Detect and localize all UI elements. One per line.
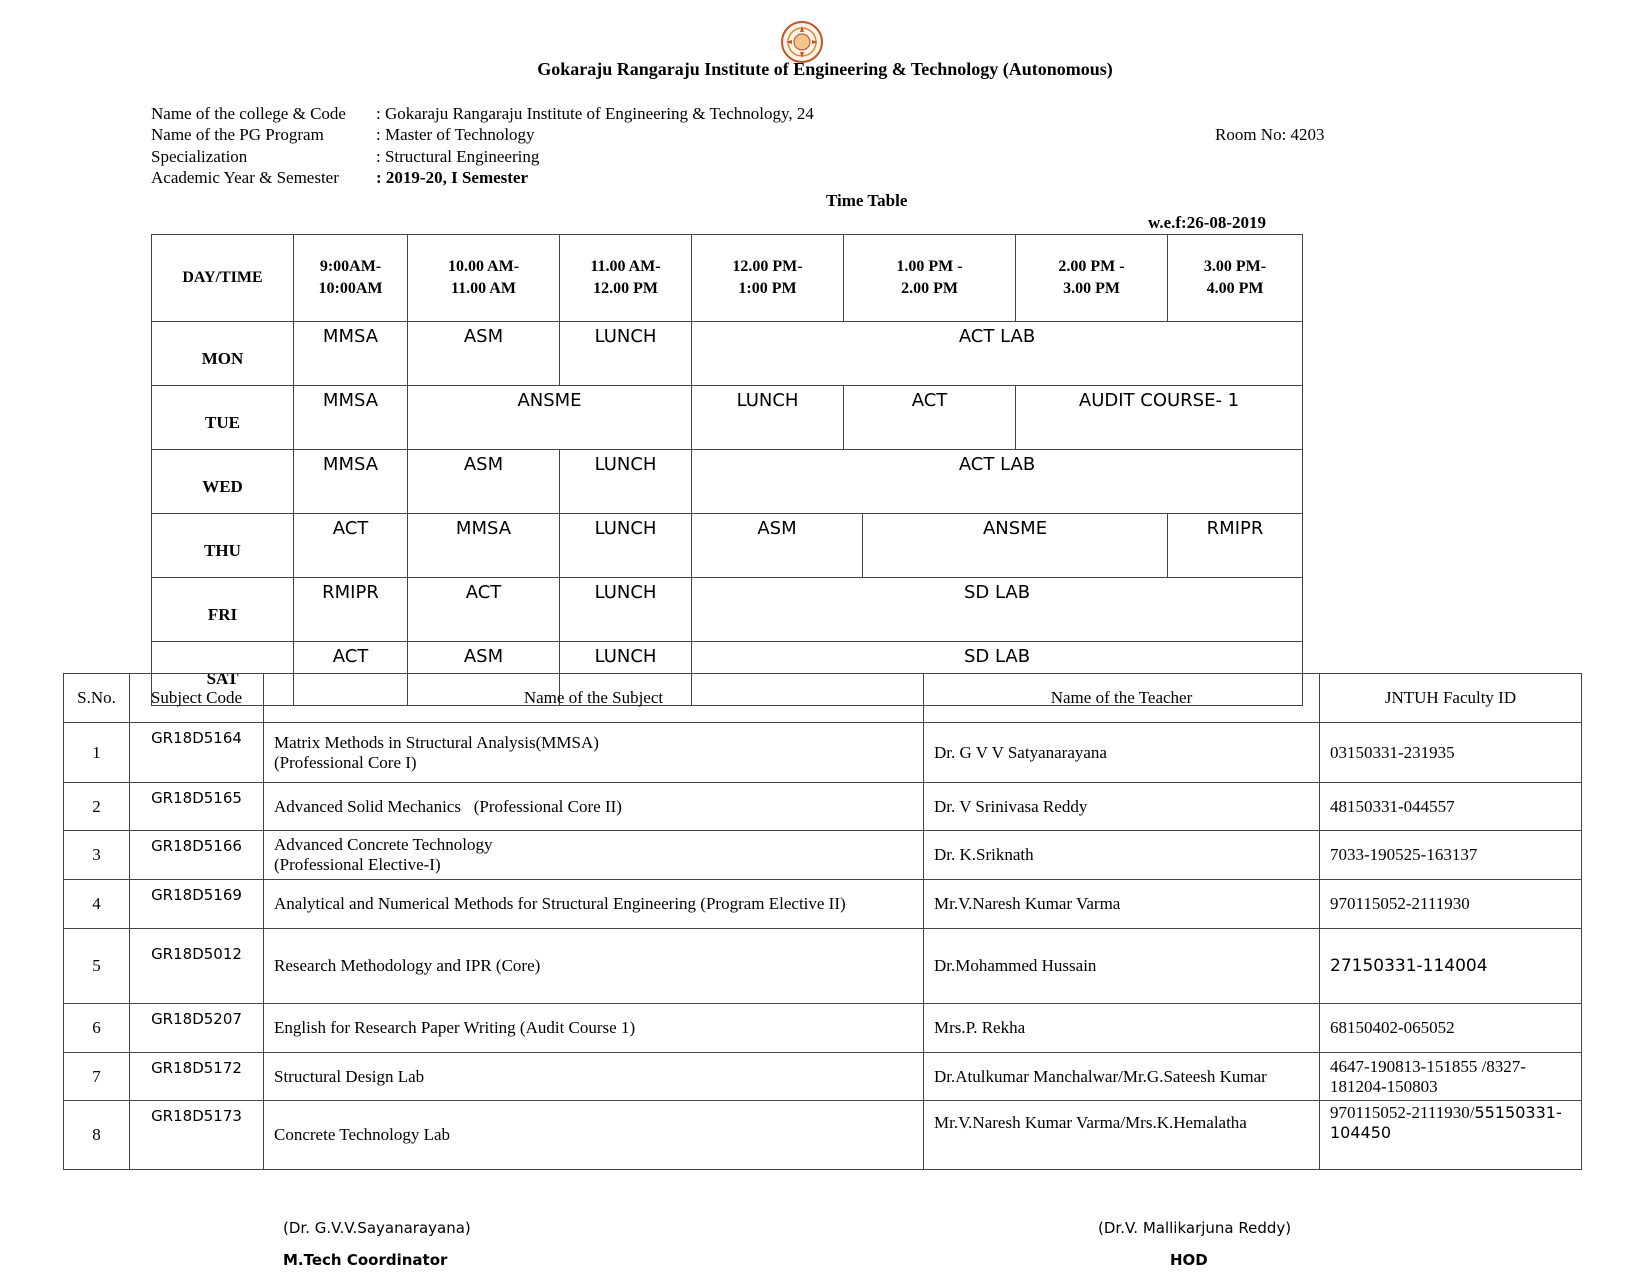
teacher-cell: Mr.V.Naresh Kumar Varma <box>924 880 1320 929</box>
info-label-program: Name of the PG Program <box>151 125 324 144</box>
timetable-cell: ACT <box>294 514 408 578</box>
table-row <box>64 831 1582 880</box>
code-cell: GR18D5173 <box>130 1101 264 1170</box>
hod-name: (Dr.V. Mallikarjuna Reddy) <box>1098 1219 1292 1237</box>
info-value-program: : Master of Technology <box>376 125 535 144</box>
day-label: SAT <box>152 642 294 706</box>
timetable-cell: ASM <box>408 322 560 386</box>
faculty-id-cell: 4647-190813-151855 /8327-181204-150803 <box>1320 1053 1582 1101</box>
timetable-cell: RMIPR <box>1168 514 1303 578</box>
subject-cell: Concrete Technology Lab <box>264 1101 924 1170</box>
day-time-header: DAY/TIME <box>152 235 294 322</box>
day-label: THU <box>152 514 294 578</box>
subject-cell: Advanced Concrete Technology (Professional Elective-I) <box>264 831 924 880</box>
sno-cell: 2 <box>64 783 130 831</box>
timetable-cell: LUNCH <box>560 514 692 578</box>
slot-header-7: 3.00 PM- 4.00 PM <box>1168 235 1303 322</box>
coordinator-role: M.Tech Coordinator <box>283 1251 448 1269</box>
sno-cell: 3 <box>64 831 130 880</box>
subject-cell: Matrix Methods in Structural Analysis(MMSA) (Professional Core I) <box>264 723 924 783</box>
subject-cell: Structural Design Lab <box>264 1053 924 1101</box>
header-code: Subject Code <box>130 674 264 723</box>
timetable-cell: LUNCH <box>560 578 692 642</box>
header-sno: S.No. <box>64 674 130 723</box>
day-label: FRI <box>152 578 294 642</box>
code-cell: GR18D5012 <box>130 929 264 1004</box>
teacher-cell: Dr.Mohammed Hussain <box>924 929 1320 1004</box>
info-value-college: : Gokaraju Rangaraju Institute of Engineering & Technology, 24 <box>376 104 814 123</box>
timetable-cell: MMSA <box>408 514 560 578</box>
timetable-cell: ACT <box>294 642 408 706</box>
sno-cell: 8 <box>64 1101 130 1170</box>
college-title: Gokaraju Rangaraju Institute of Engineering & Technology (Autonomous) <box>537 59 1113 79</box>
day-label: TUE <box>152 386 294 450</box>
slot-header-2: 10.00 AM- 11.00 AM <box>408 235 560 322</box>
table-row <box>64 1004 1582 1053</box>
timetable-cell: LUNCH <box>560 450 692 514</box>
table-row <box>64 880 1582 929</box>
table-row <box>64 1053 1582 1101</box>
college-seal-icon <box>780 20 824 64</box>
teacher-cell: Dr. G V V Satyanarayana <box>924 723 1320 783</box>
timetable-cell: ASM <box>692 514 863 578</box>
timetable-header-row <box>152 235 1303 322</box>
code-cell: GR18D5169 <box>130 880 264 929</box>
faculty-id-cell: 68150402-065052 <box>1320 1004 1582 1053</box>
timetable-cell: RMIPR <box>294 578 408 642</box>
timetable-cell: ACT LAB <box>692 322 1303 386</box>
code-cell: GR18D5166 <box>130 831 264 880</box>
info-value-year: : 2019-20, I Semester <box>376 168 529 187</box>
effective-date: w.e.f:26-08-2019 <box>1148 213 1267 232</box>
timetable-cell: LUNCH <box>560 322 692 386</box>
header-teacher: Name of the Teacher <box>924 674 1320 723</box>
timetable-row-mon <box>152 322 1303 386</box>
coordinator-name: (Dr. G.V.V.Sayanarayana) <box>283 1219 471 1237</box>
hod-role: HOD <box>1170 1251 1208 1269</box>
day-label: WED <box>152 450 294 514</box>
faculty-id-cell: 970115052-2111930/55150331-104450 <box>1320 1101 1582 1170</box>
info-value-specialization: : Structural Engineering <box>376 147 540 166</box>
day-label: MON <box>152 322 294 386</box>
slot-header-3: 11.00 AM- 12.00 PM <box>560 235 692 322</box>
sno-cell: 1 <box>64 723 130 783</box>
subjects-table <box>63 673 1582 1170</box>
timetable-cell: ACT LAB <box>692 450 1303 514</box>
faculty-id-cell: 970115052-2111930 <box>1320 880 1582 929</box>
table-row <box>64 723 1582 783</box>
timetable-cell: SD LAB <box>692 642 1303 706</box>
room-number: Room No: 4203 <box>1215 125 1325 144</box>
timetable-row-thu <box>152 514 1303 578</box>
table-row <box>64 929 1582 1004</box>
timetable-cell: ANSME <box>408 386 692 450</box>
info-label-college: Name of the college & Code <box>151 104 346 123</box>
timetable-cell: ANSME <box>863 514 1168 578</box>
teacher-cell: Mr.V.Naresh Kumar Varma/Mrs.K.Hemalatha <box>924 1101 1320 1170</box>
timetable-row-wed <box>152 450 1303 514</box>
teacher-cell: Dr. K.Sriknath <box>924 831 1320 880</box>
code-cell: GR18D5207 <box>130 1004 264 1053</box>
subject-cell: Analytical and Numerical Methods for Structural Engineering (Program Elective II) <box>264 880 924 929</box>
code-cell: GR18D5172 <box>130 1053 264 1101</box>
timetable-cell: MMSA <box>294 450 408 514</box>
timetable-row-tue <box>152 386 1303 450</box>
timetable-cell: MMSA <box>294 322 408 386</box>
timetable-cell: ACT <box>844 386 1016 450</box>
timetable-cell: LUNCH <box>560 642 692 706</box>
sno-cell: 5 <box>64 929 130 1004</box>
code-cell: GR18D5165 <box>130 783 264 831</box>
teacher-cell: Dr.Atulkumar Manchalwar/Mr.G.Sateesh Kumar <box>924 1053 1320 1101</box>
teacher-cell: Mrs.P. Rekha <box>924 1004 1320 1053</box>
faculty-id-cell: 27150331-114004 <box>1320 929 1582 1004</box>
table-row <box>64 783 1582 831</box>
slot-header-5: 1.00 PM - 2.00 PM <box>844 235 1016 322</box>
code-cell: GR18D5164 <box>130 723 264 783</box>
subject-cell: English for Research Paper Writing (Audit Course 1) <box>264 1004 924 1053</box>
subject-cell: Advanced Solid Mechanics (Professional Core II) <box>264 783 924 831</box>
sno-cell: 6 <box>64 1004 130 1053</box>
header-faculty-id: JNTUH Faculty ID <box>1320 674 1582 723</box>
sno-cell: 4 <box>64 880 130 929</box>
subjects-header-row <box>64 674 1582 723</box>
info-label-specialization: Specialization <box>151 147 248 166</box>
timetable-title: Time Table <box>826 191 908 210</box>
timetable-row-fri <box>152 578 1303 642</box>
faculty-id-cell: 7033-190525-163137 <box>1320 831 1582 880</box>
slot-header-1: 9:00AM- 10:00AM <box>294 235 408 322</box>
timetable-cell: LUNCH <box>692 386 844 450</box>
timetable <box>151 234 1303 706</box>
teacher-cell: Dr. V Srinivasa Reddy <box>924 783 1320 831</box>
timetable-cell: ACT <box>408 578 560 642</box>
timetable-cell: AUDIT COURSE- 1 <box>1016 386 1303 450</box>
table-row <box>64 1101 1582 1170</box>
timetable-cell: SD LAB <box>692 578 1303 642</box>
faculty-id-cell: 03150331-231935 <box>1320 723 1582 783</box>
faculty-id-cell: 48150331-044557 <box>1320 783 1582 831</box>
sno-cell: 7 <box>64 1053 130 1101</box>
slot-header-4: 12.00 PM- 1:00 PM <box>692 235 844 322</box>
timetable-cell: MMSA <box>294 386 408 450</box>
info-label-year: Academic Year & Semester <box>151 168 339 187</box>
subject-cell: Research Methodology and IPR (Core) <box>264 929 924 1004</box>
timetable-cell: ASM <box>408 450 560 514</box>
slot-header-6: 2.00 PM - 3.00 PM <box>1016 235 1168 322</box>
header-subject: Name of the Subject <box>264 674 924 723</box>
timetable-cell: ASM <box>408 642 560 706</box>
